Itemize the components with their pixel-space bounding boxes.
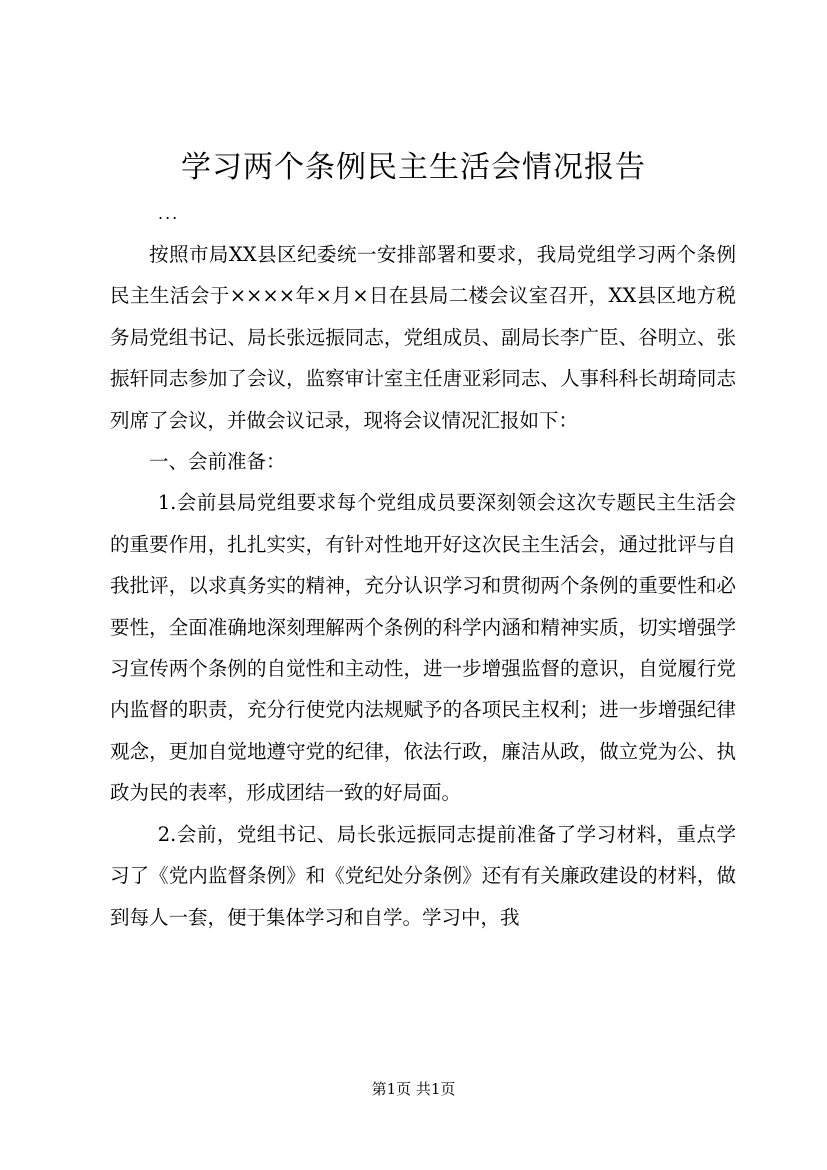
section-heading-preparation: 一、会前准备： xyxy=(149,450,286,474)
document-title: 学习两个条例民主生活会情况报告 xyxy=(181,150,646,185)
ellipsis-marker: ... xyxy=(158,204,180,223)
paragraph-item-2: 2.会前，党组书记、局长张远振同志提前准备了学习材料，重点学习了《党内监督条例》和《党纪处分条例》还有有关廉政建设的材料，做到每人一套，便于集体学习和自学。学习中，我 xyxy=(110,822,736,929)
page-footer: 第1页 共1页 xyxy=(371,1080,456,1098)
paragraph-item-1: 1.会前县局党组要求每个党组成员要深刻领会这次专题民主生活会的重要作用，扎扎实实，有针对性地开好这次民主生活会，通过批评与自我批评，以求真务实的精神，充分认识学习和贯彻两个条例的重要性和必要性，全面准确地深刻理解两个条例的科学内涵和精神实质，切实增强学习宣传两个条例的自觉性和主动性，进一步增强监督的意识，自觉履行党内监督的职责，充分行使党内法规赋予的各项民主权利；进一步增强纪律观念，更加自觉地遵守党的纪律，依法行政，廉洁从政，做立党为公、执政为民的表率，形成团结一致的好局面。 xyxy=(110,491,736,805)
paragraph-intro: 按照市局XX县区纪委统一安排部署和要求，我局党组学习两个条例民主生活会于××××年×月×日在县局二楼会议室召开，XX县区地方税务局党组书记、局长张远振同志，党组成员、副局长李广臣、谷明立、张振轩同志参加了会议，监察审计室主任唐亚彩同志、人事科科长胡琦同志列席了会议，并做会议记录，现将会议情况汇报如下： xyxy=(110,243,736,432)
document-body xyxy=(110,234,736,938)
